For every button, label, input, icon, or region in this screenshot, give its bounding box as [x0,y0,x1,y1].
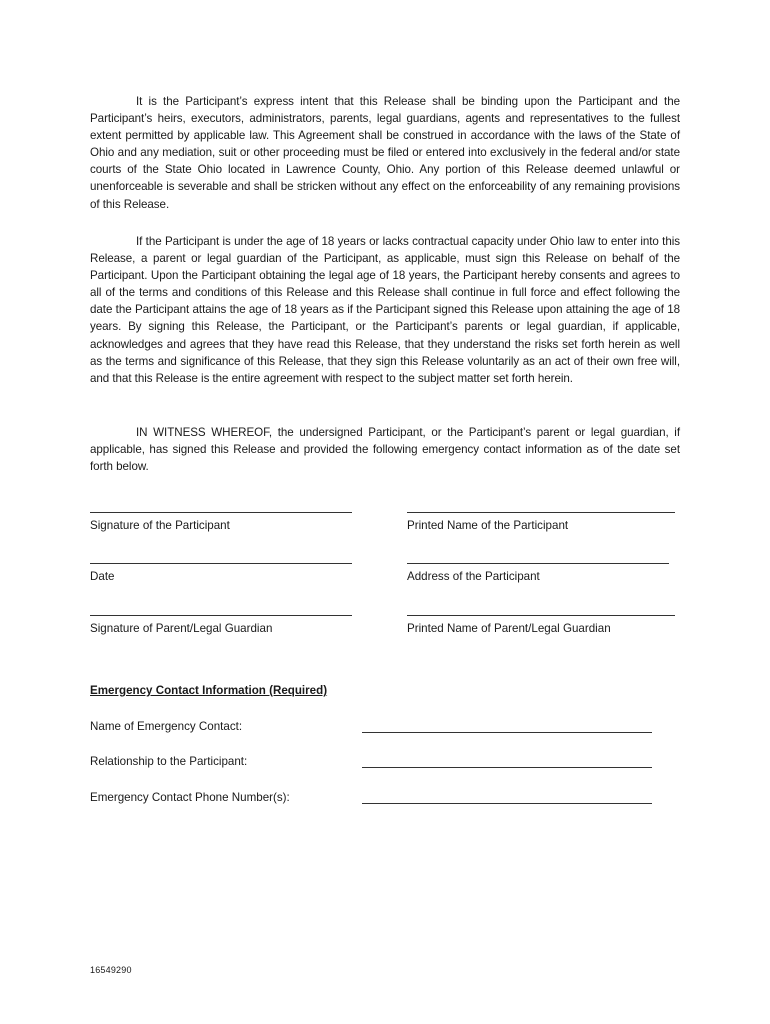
emergency-contact-phone-label: Emergency Contact Phone Number(s): [90,791,290,804]
guardian-printed-name-field[interactable] [407,615,675,637]
guardian-signature-label: Signature of Parent/Legal Guardian [90,622,273,635]
emergency-contact-heading: Emergency Contact Information (Required) [90,684,328,697]
binding-intent-paragraph: It is the Participant’s express intent that this Release shall be binding upon the Participant and the Participant’s heirs, executors, administrators, parents, legal guardians, agents and representatives to the fullest extent permitted by applicable law. This Agreement shall be construed in accordance with the laws of the State of Ohio and any mediation, suit or other proceeding must be filed or entered into exclusively in the federal and/or state courts of the State Ohio located in Lawrence County, Ohio. Any portion of this Release deemed unlawful or unenforceable is severable and shall be stricken without any effect on the enforceability of any remaining provisions of this Release. [90,95,680,211]
date-field[interactable] [90,563,352,585]
signature-line[interactable] [90,563,352,564]
guardian-signature-field[interactable] [90,615,352,637]
emergency-contact-relationship-label: Relationship to the Participant: [90,755,248,768]
signature-line[interactable] [407,615,675,616]
guardian-printed-name-label: Printed Name of Parent/Legal Guardian [407,622,611,635]
signature-line[interactable] [407,512,675,513]
participant-address-label: Address of the Participant [407,570,540,583]
participant-signature-label: Signature of the Participant [90,519,230,532]
participant-printed-name-field[interactable] [407,512,675,534]
emergency-contact-relationship-input[interactable] [362,767,652,768]
signature-line[interactable] [90,615,352,616]
participant-printed-name-label: Printed Name of the Participant [407,519,569,532]
participant-signature-field[interactable] [90,512,352,534]
minor-participant-paragraph: If the Participant is under the age of 18 years or lacks contractual capacity under Ohio law to enter into this Release, a parent or legal guardian of the Participant, as applicable, must sign this Release on behalf of the Participant. Upon the Participant obtaining the legal age of 18 years, the Participant hereby consents and agrees to all of the terms and conditions of this Release and this Release shall continue in full force and effect following the date the Participant attains the age of 18 years as if the Participant signed this Release upon attaining the age of 18 years. By signing this Release, the Participant, or the Participant’s parents or legal guardian, if applicable, acknowledges and agrees that they have read this Release, that they understand the risks set forth herein as well as the terms and significance of this Release, that they sign this Release voluntarily as an act of their own free will, and that this Release is the entire agreement with respect to the subject matter set forth herein. [90,235,680,385]
signature-line[interactable] [90,512,352,513]
emergency-contact-name-label: Name of Emergency Contact: [90,720,243,733]
document-number: 16549290 [90,965,132,975]
participant-address-field[interactable] [407,563,669,585]
witness-paragraph: IN WITNESS WHEREOF, the undersigned Participant, or the Participant’s parent or legal guardian, if applicable, has signed this Release and provided the following emergency contact information as of the date set forth below. [90,426,680,474]
emergency-contact-phone-input[interactable] [362,803,652,804]
signature-line[interactable] [407,563,669,564]
emergency-contact-name-input[interactable] [362,732,652,733]
date-label: Date [90,570,115,583]
